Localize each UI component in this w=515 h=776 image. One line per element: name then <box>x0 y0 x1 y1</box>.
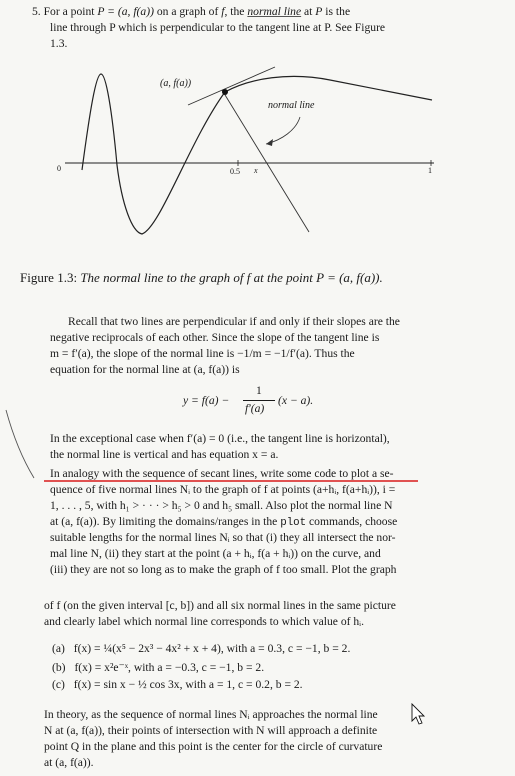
item-c <box>52 678 303 691</box>
para4-line-1: of f (on the given interval [c, b]) and all six normal lines in the same picture <box>44 599 396 612</box>
para3-line-6: mal line N, (ii) they start at the point (a + hᵢ, f(a + hᵢ)) on the curve, and <box>50 547 381 560</box>
closing-line-3: point Q in the plane and this point is the center for the circle of curvature <box>44 740 383 753</box>
plot-command: plot <box>280 517 307 529</box>
intro-text-1: For a point <box>43 5 98 18</box>
para2-line-2: the normal line is vertical and has equation x = a. <box>50 448 279 461</box>
normal-label-arrowhead <box>266 139 273 146</box>
figure-point-label: (a, f(a)) <box>160 78 192 89</box>
point-P-marker <box>222 89 228 95</box>
normal-label-arrow <box>266 117 300 144</box>
para1-line-2: negative reciprocals of each other. Since the slope of the tangent line is <box>50 331 380 344</box>
para3-line-4 <box>50 514 493 532</box>
para3-line-5: suitable lengths for the normal lines Nᵢ so that (i) they all intersect the nor- <box>50 531 396 544</box>
problem-line-2: line through P which is perpendicular to the tangent line at P. See Figure <box>50 21 386 34</box>
item-a-text: f(x) = ¼(x⁵ − 2x³ − 4x² + x + 4), with a = 0.3, c = −1, b = 2. <box>73 642 351 655</box>
intro-text-3: , the <box>224 5 248 18</box>
figure-normal-label: normal line <box>268 100 315 111</box>
para3-line-1-rest: to plot a se- <box>336 467 394 480</box>
intro-text-2: on a graph of <box>153 5 222 18</box>
item-c-label: (c) <box>52 678 65 691</box>
normal-line-equation <box>183 384 383 418</box>
problem-line-3: 1.3. <box>50 37 68 50</box>
normal-line-term: normal line <box>247 5 302 18</box>
para1-line-3: m = f′(a), the slope of the normal line is −1/m = −1/f′(a). Thus the <box>50 347 355 360</box>
item-b-label: (b) <box>52 661 66 674</box>
item-c-text: f(x) = sin x − ½ cos 3x, with a = 1, c = 0.2, b = 2. <box>73 678 303 691</box>
intro-text-4: at <box>301 5 316 18</box>
function-symbol: f <box>221 5 225 18</box>
item-a-label: (a) <box>52 642 65 655</box>
closing-line-4: at (a, f(a)). <box>44 756 94 769</box>
figure-x-label: x <box>254 166 258 175</box>
eq-right: (x − a). <box>278 394 314 407</box>
item-a <box>52 642 350 655</box>
function-curve <box>82 74 432 234</box>
normal-line <box>222 90 309 232</box>
eq-numerator: 1 <box>256 384 262 397</box>
caption-prefix: Figure 1.3: <box>20 270 81 285</box>
figure-tick-1: 1 <box>428 166 432 175</box>
para3-line-3: 1, . . . , 5, with h₁ > · · · > h₅ > 0 and h₅ small. Also plot the normal line N <box>50 499 393 512</box>
eq-fraction-bar <box>243 400 275 401</box>
para3-line-2: quence of five normal lines Nᵢ to the graph of f at points (a+hᵢ, f(a+hᵢ)), i = <box>50 483 396 496</box>
item-b-text: f(x) = x²e⁻ˣ, with a = −0.3, c = −1, b = 2. <box>74 661 265 674</box>
closing-line-2: N at (a, f(a)), their points of intersection with N will approach a definite <box>44 724 378 737</box>
point-expression: P = (a, f(a)) <box>97 5 154 18</box>
item-b <box>52 660 264 674</box>
figure-tick-05: 0.5 <box>230 167 240 176</box>
caption-text: The normal line to the graph of f at the point P = (a, f(a)). <box>80 270 383 285</box>
point-symbol: P <box>315 5 323 18</box>
problem-number: 5. <box>32 5 41 18</box>
underlined-instruction: In analogy with the sequence of secant lines, write some code <box>50 467 337 480</box>
eq-left: y = f(a) − <box>183 394 230 407</box>
para4-line-2: and clearly label which normal line corresponds to which value of hᵢ. <box>44 615 364 628</box>
para3-line-1 <box>50 466 493 482</box>
para1-line-4: equation for the normal line at (a, f(a)) is <box>50 363 240 376</box>
para3-line-7: (iii) they are not so long as to make the graph of f too small. Plot the graph <box>50 563 397 576</box>
margin-check-mark <box>6 410 34 478</box>
figure-caption <box>20 270 383 286</box>
intro-text-5: is the <box>322 5 351 18</box>
para2-line-1: In the exceptional case when f′(a) = 0 (i.e., the tangent line is horizontal), <box>50 432 390 445</box>
closing-line-1: In theory, as the sequence of normal lines Nᵢ approaches the normal line <box>44 708 378 721</box>
figure-tick-0: 0 <box>57 164 61 173</box>
para1-line-1: Recall that two lines are perpendicular if and only if their slopes are the <box>68 315 400 328</box>
tangent-line <box>188 67 275 105</box>
para3-line-4a: at (a, f(a)). By limiting the domains/ranges in the <box>50 515 281 528</box>
eq-denominator: f′(a) <box>245 402 265 415</box>
para3-line-4b: commands, choose <box>306 515 398 528</box>
